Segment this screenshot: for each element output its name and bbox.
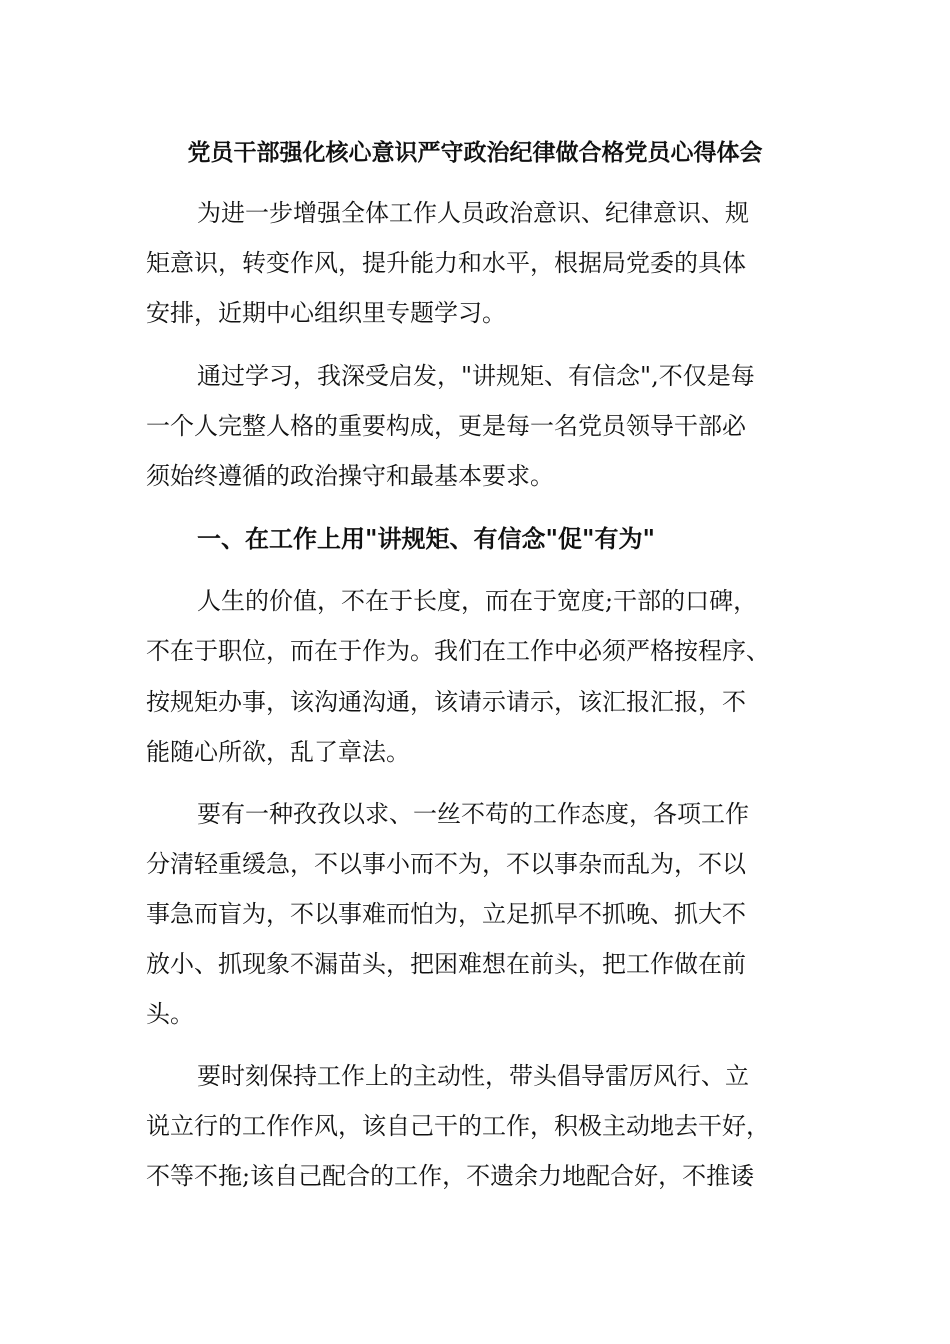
paragraph-1-line-2: 矩意识，转变作风，提升能力和水平，根据局党委的具体: [146, 249, 746, 277]
paragraph-3-line-3: 按规矩办事，该沟通沟通，该请示请示，该汇报汇报，不: [146, 688, 746, 716]
paragraph-1-line-3: 安排，近期中心组织里专题学习。: [146, 299, 506, 327]
paragraph-4-line-1: 要有一种孜孜以求、一丝不苟的工作态度，各项工作: [197, 800, 749, 828]
paragraph-2-line-1: 通过学习，我深受启发，"讲规矩、有信念",不仅是每: [197, 362, 755, 390]
paragraph-4-line-2: 分清轻重缓急，不以事小而不为，不以事杂而乱为，不以: [146, 850, 746, 878]
paragraph-4-line-3: 事急而盲为，不以事难而怕为，立足抓早不抓晚、抓大不: [146, 900, 746, 928]
paragraph-4-line-5: 头。: [146, 1000, 194, 1028]
paragraph-3-line-4: 能随心所欲，乱了章法。: [146, 738, 410, 766]
section-heading-1: 一、在工作上用"讲规矩、有信念"促"有为": [197, 524, 656, 553]
paragraph-3-line-2: 不在于职位，而在于作为。我们在工作中必须严格按程序、: [146, 637, 770, 665]
paragraph-4-line-4: 放小、抓现象不漏苗头，把困难想在前头，把工作做在前: [146, 950, 746, 978]
paragraph-2-line-3: 须始终遵循的政治操守和最基本要求。: [146, 462, 554, 490]
document-title: 党员干部强化核心意识严守政治纪律做合格党员心得体会: [187, 139, 763, 166]
paragraph-5-line-3: 不等不拖;该自己配合的工作，不遗余力地配合好，不推诿: [146, 1162, 755, 1190]
paragraph-3-line-1: 人生的价值，不在于长度，而在于宽度;干部的口碑，: [197, 587, 758, 615]
paragraph-1-line-1: 为进一步增强全体工作人员政治意识、纪律意识、规: [197, 199, 749, 227]
paragraph-5-line-2: 说立行的工作作风，该自己干的工作，积极主动地去干好，: [146, 1112, 770, 1140]
paragraph-2-line-2: 一个人完整人格的重要构成，更是每一名党员领导干部必: [146, 412, 746, 440]
paragraph-5-line-1: 要时刻保持工作上的主动性，带头倡导雷厉风行、立: [197, 1062, 749, 1090]
